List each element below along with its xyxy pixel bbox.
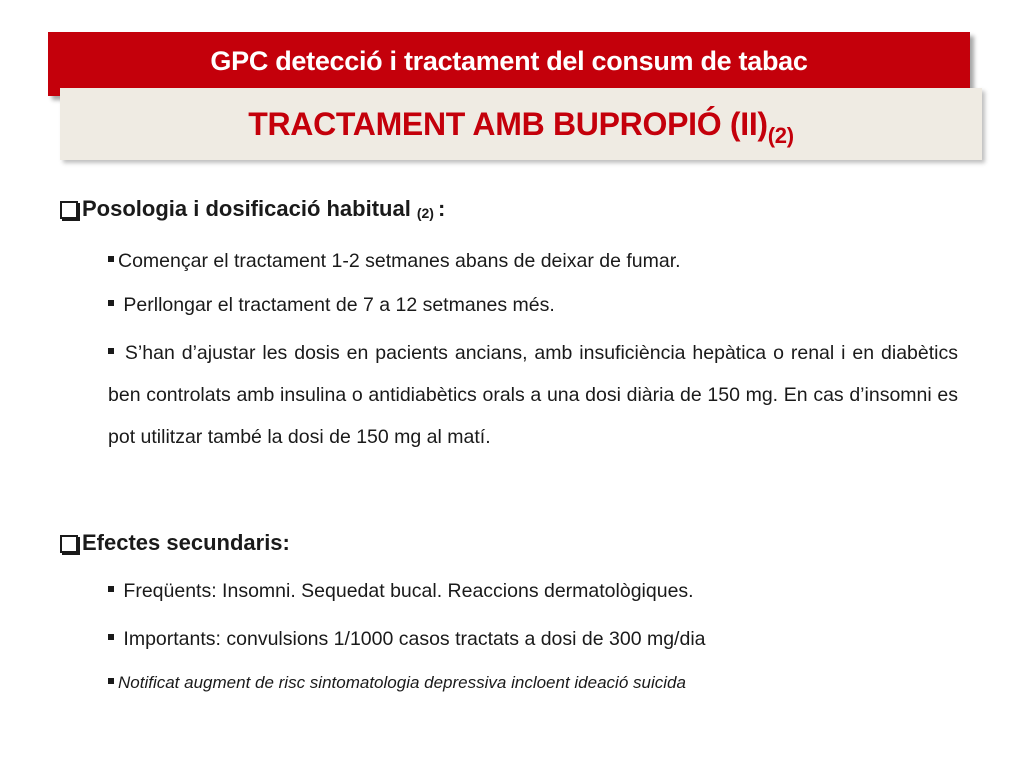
list-item-text: Importants: convulsions 1/1000 casos tractats a dosi de 300 mg/dia [118, 628, 706, 650]
section-heading-text: Posologia i dosificació habitual [82, 196, 411, 221]
subtitle-reference: (2) [767, 123, 794, 148]
list-item [108, 662, 958, 704]
list-item [108, 570, 958, 612]
square-bullet-icon [108, 300, 114, 306]
section-heading-posologia [60, 196, 445, 222]
section-heading-colon: : [437, 196, 446, 221]
section-heading-reference: (2) [416, 205, 434, 221]
list-item [108, 618, 958, 660]
square-bullet-icon [108, 586, 114, 592]
checkbox-icon [60, 201, 78, 219]
list-item [108, 284, 958, 326]
section-heading-text: Efectes secundaris: [82, 530, 290, 555]
list-item-text: S’han d’ajustar les dosis en pacients ancians, amb insuficiència hepàtica o renal i en diabètics ben controlats amb insulina o antidiabètics orals a una dosi diària de 150 mg. En cas d’insomni es pot utilitzar també la dosi de 150 mg al matí. [108, 342, 958, 448]
list-item-text: Freqüents: Insomni. Sequedat bucal. Reaccions dermatològiques. [118, 580, 694, 602]
list-item-text: Notificat augment de risc sintomatologia depressiva incloent ideació suicida [118, 673, 686, 692]
square-bullet-icon [108, 256, 114, 262]
checkbox-icon [60, 535, 78, 553]
list-item [108, 332, 958, 458]
section-heading-efectes [60, 530, 290, 556]
square-bullet-icon [108, 348, 114, 354]
page-title: GPC detecció i tractament del consum de tabac [210, 46, 808, 76]
square-bullet-icon [108, 634, 114, 640]
square-bullet-icon [108, 678, 114, 684]
subtitle-text: TRACTAMENT AMB BUPROPIÓ (II) [248, 106, 768, 142]
list-item-text: Començar el tractament 1-2 setmanes abans de deixar de fumar. [118, 250, 681, 272]
list-item [108, 240, 958, 282]
list-item-text: Perllongar el tractament de 7 a 12 setmanes més. [118, 294, 555, 316]
